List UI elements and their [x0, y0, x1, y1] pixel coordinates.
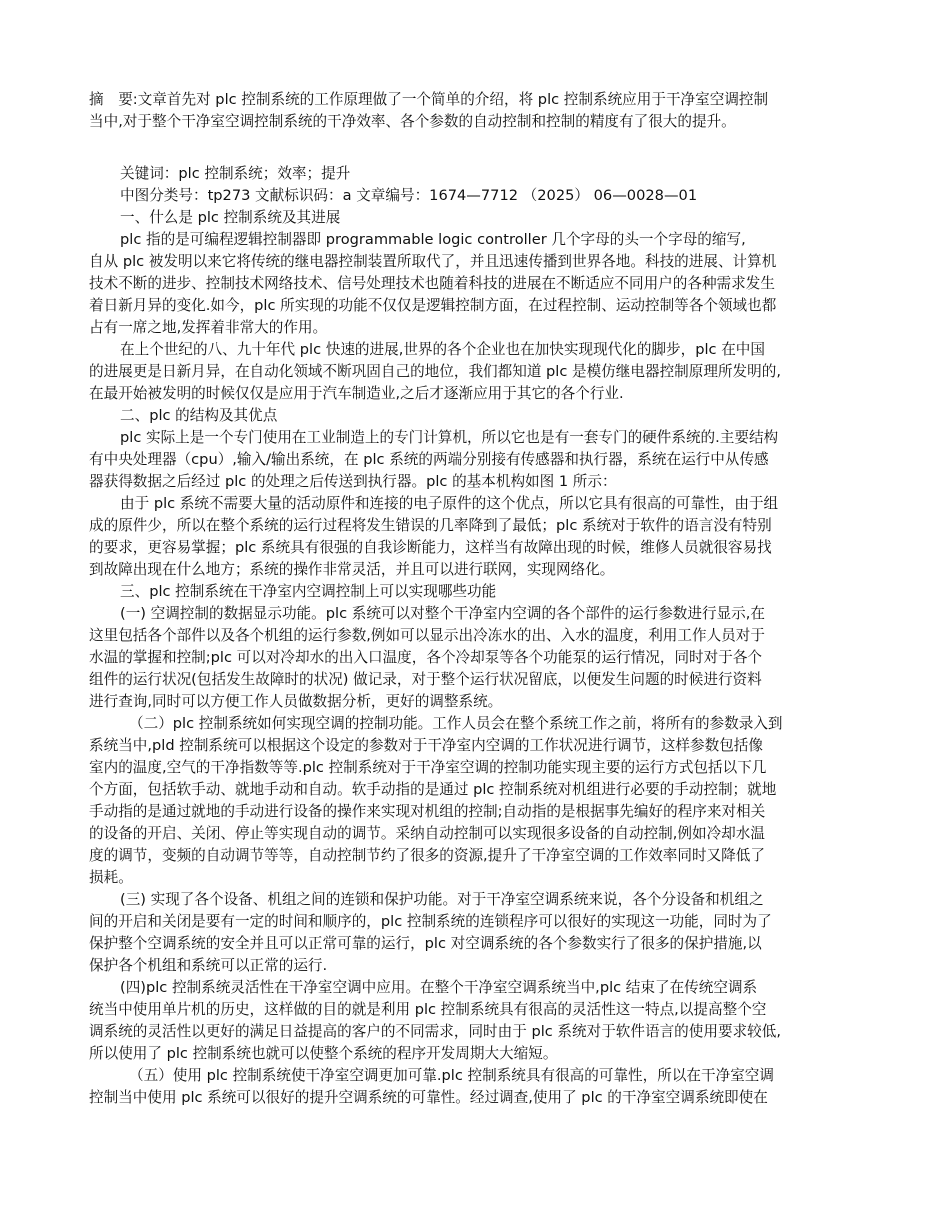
paragraph-line: （五）使用 plc 控制系统使干净室空调更加可靠.plc 控制系统具有很高的可靠性，所以在干净室空调 [129, 1067, 774, 1084]
paragraph-line: 室内的温度,空气的干净指数等等.plc 控制系统对于干净室空调的控制功能实现主要的运行方式包括以下几 [89, 759, 767, 776]
paragraph-line: 度的调节，变频的自动调节等等，自动控制节约了很多的资源,提升了干净室空调的工作效率同时又降低了 [89, 847, 765, 864]
paragraph-line: (四)plc 控制系统灵活性在干净室空调中应用。在整个干净室空调系统当中,plc 结束了在传统空调系 [120, 979, 758, 996]
paragraph-line: 组件的运行状况(包括发生故障时的状况) 做记录，对于整个运行状况留底，以便发生问题的时候进行资料 [89, 671, 762, 688]
paragraph-line: 器获得数据之后经过 plc 的处理之后传送到执行器。plc 的基本机构如图 1 所示： [89, 473, 617, 490]
paragraph-line: plc 指的是可编程逻辑控制器即 programmable logic controller 几个字母的头一个字母的缩写, [120, 231, 746, 248]
paragraph-line: 水温的掌握和控制;plc 可以对冷却水的出入口温度，各个冷却泵等各个功能泵的运行情况，同时对于各个 [89, 649, 763, 666]
paragraph-line: 的设备的开启、关闭、停止等实现自动的调节。采纳自动控制可以实现很多设备的自动控制,例如冷却水温 [89, 825, 765, 842]
paragraph-line: 有中央处理器（cpu）,输入/输出系统，在 plc 系统的两端分别接有传感器和执行器，系统在运行中从传感 [89, 451, 769, 468]
section-heading: 二、plc 的结构及其优点 [120, 407, 278, 424]
paragraph-line: 着日新月异的变化.如今，plc 所实现的功能不仅仅是逻辑控制方面，在过程控制、运动控制等各个领域也都 [89, 297, 777, 314]
paragraph-line: plc 实际上是一个专门使用在工业制造上的专门计算机，所以它也是有一套专门的硬件系统的.主要结构 [120, 429, 779, 446]
paragraph-line: 在最开始被发明的时候仅仅是应用于汽车制造业,之后才逐渐应用于其它的各个行业. [89, 385, 624, 402]
paragraph-line: 技术不断的进步、控制技术网络技术、信号处理技术也随着科技的进展在不断适应不同用户的各种需求发生 [89, 275, 775, 292]
paragraph-line: （二）plc 控制系统如何实现空调的控制功能。工作人员会在整个系统工作之前，将所有的参数录入到 [129, 715, 783, 732]
paragraph-line: 在上个世纪的八、九十年代 plc 快速的进展,世界的各个企业也在加快实现现代化的脚步，plc 在中国 [120, 341, 765, 358]
paragraph-line: (三) 实现了各个设备、机组之间的连锁和保护功能。对于干净室空调系统来说，各个分设备和机组之 [120, 891, 764, 908]
paragraph-line: 损耗。 [89, 869, 133, 886]
paragraph-line: 的进展更是日新月异，在自动化领域不断巩固自己的地位，我们都知道 plc 是模仿继电器控制原理所发明的, [89, 363, 781, 380]
paragraph-line: 成的原件少，所以在整个系统的运行过程将发生错误的几率降到了最低；plc 系统对于软件的语言没有特别 [89, 517, 772, 534]
paragraph-line: 进行查询,同时可以方便工作人员做数据分析，更好的调整系统。 [89, 693, 503, 710]
paragraph-line: 系统当中,pld 控制系统可以根据这个设定的参数对于干净室内空调的工作状况进行调节，这样参数包括像 [89, 737, 763, 754]
paragraph-line: 保护整个空调系统的安全并且可以正常可靠的运行，plc 对空调系统的各个参数实行了很多的保护措施,以 [89, 935, 762, 952]
paragraph-line: 到故障出现在什么地方；系统的操作非常灵活，并且可以进行联网，实现网络化。 [89, 561, 615, 578]
paragraph-line: 控制当中使用 plc 系统可以很好的提升空调系统的可靠性。经过调查,使用了 plc 的干净室空调系统即使在 [89, 1089, 768, 1106]
paragraph-line: 的要求，更容易掌握；plc 系统具有很强的自我诊断能力，这样当有故障出现的时候，维修人员就很容易找 [89, 539, 772, 556]
section-heading: 三、plc 控制系统在干净室内空调控制上可以实现哪些功能 [120, 583, 497, 600]
document-page [89, 89, 861, 1109]
paragraph-line: 自从 plc 被发明以来它将传统的继电器控制装置所取代了，并且迅速传播到世界各地。科技的进展、计算机 [89, 253, 777, 270]
paragraph-line: 间的开启和关闭是要有一定的时间和顺序的，plc 控制系统的连锁程序可以很好的实现这一功能，同时为了 [89, 913, 772, 930]
paragraph-line: (一) 空调控制的数据显示功能。plc 系统可以对整个干净室内空调的各个部件的运行参数进行显示,在 [120, 605, 765, 622]
paragraph-line: 所以使用了 plc 控制系统也就可以使整个系统的程序开发周期大大缩短。 [89, 1045, 558, 1062]
paragraph-line: 调系统的灵活性以更好的满足日益提高的客户的不同需求，同时由于 plc 系统对于软件语言的使用要求较低, [89, 1023, 781, 1040]
keywords-line: 关键词：plc 控制系统；效率；提升 [120, 165, 351, 182]
paragraph-line: 统当中使用单片机的历史，这样做的目的就是利用 plc 控制系统具有很高的灵活性这一特点,以提高整个空 [89, 1001, 767, 1018]
paragraph-line: 由于 plc 系统不需要大量的活动原件和连接的电子原件的这个优点，所以它具有很高的可靠性，由于组 [120, 495, 779, 512]
spacer [89, 133, 861, 163]
paragraph-line: 保护各个机组和系统可以正常的运行. [89, 957, 328, 974]
paragraph-line: 占有一席之地,发挥着非常大的作用。 [89, 319, 328, 336]
paragraph-line: 手动指的是通过就地的手动进行设备的操作来实现对机组的控制;自动指的是根据事先编好的程序来对相关 [89, 803, 766, 820]
section-heading: 一、什么是 plc 控制系统及其进展 [120, 209, 341, 226]
abstract-line: 当中,对于整个干净室空调控制系统的干净效率、各个参数的自动控制和控制的精度有了很大的提升。 [89, 113, 736, 130]
paragraph-line: 这里包括各个部件以及各个机组的运行参数,例如可以显示出冷冻水的出、入水的温度，利用工作人员对于 [89, 627, 765, 644]
paragraph-line: 个方面，包括软手动、就地手动和自动。软手动指的是通过 plc 控制系统对机组进行必要的手动控制；就地 [89, 781, 777, 798]
classification-line: 中图分类号：tp273 文献标识码：a 文章编号：1674—7712 （2025） 06—0028—01 [120, 187, 698, 204]
abstract-line: 摘 要:文章首先对 plc 控制系统的工作原理做了一个简单的介绍，将 plc 控制系统应用于干净室空调控制 [89, 91, 769, 108]
